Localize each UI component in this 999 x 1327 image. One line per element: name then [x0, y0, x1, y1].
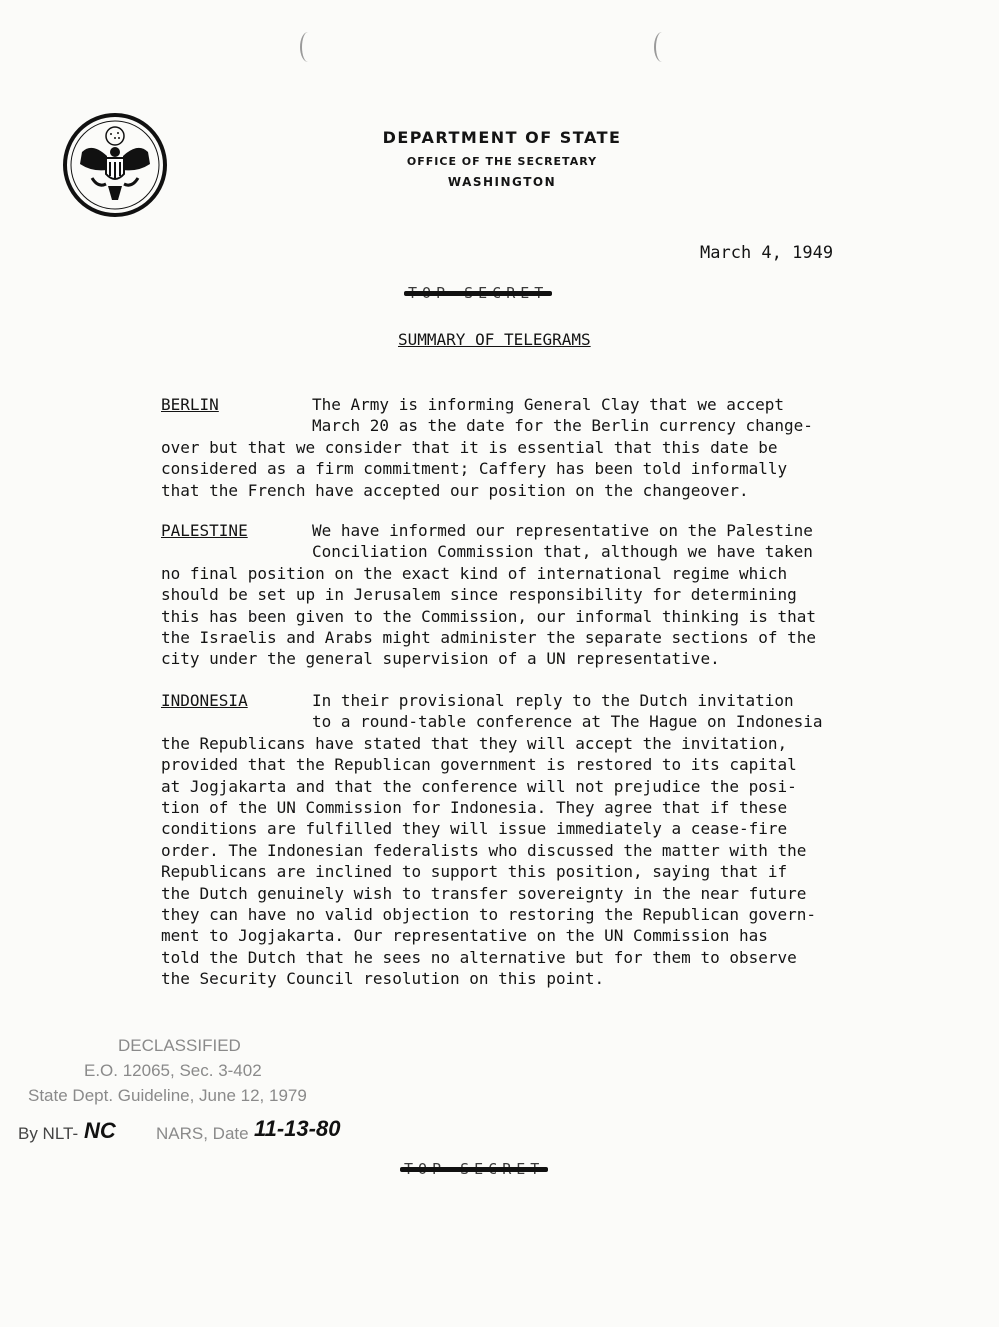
section-first-line: We have informed our representative on the Palestine — [312, 521, 813, 540]
section-line: Republicans are inclined to support this position, saying that if — [161, 862, 788, 882]
great-seal-icon — [62, 112, 168, 218]
city-name: WASHINGTON — [447, 175, 557, 189]
section-heading: INDONESIA — [161, 691, 248, 710]
section-line: the Israelis and Arabs might administer the separate sections of the — [161, 628, 817, 648]
section-line: should be set up in Jerusalem since responsibility for determining — [161, 585, 797, 605]
section-line: to a round-table conference at The Hague on Indonesia — [312, 712, 823, 732]
section-line: March 20 as the date for the Berlin currency change- — [312, 416, 813, 436]
letterhead — [360, 128, 644, 189]
section-line: considered as a firm commitment; Caffery has been told informally — [161, 459, 788, 479]
section-line: they can have no valid objection to restoring the Republican govern- — [161, 905, 817, 925]
section-line: at Jogjakarta and that the conference will not prejudice the posi- — [161, 776, 797, 796]
declassified-date: 11-13-80 — [254, 1116, 341, 1141]
punch-hole-mark-right — [654, 32, 670, 62]
section-line: the Security Council resolution on this point. — [161, 969, 605, 989]
section-berlin — [161, 394, 901, 501]
section-heading: PALESTINE — [161, 521, 248, 540]
section-line: over but that we consider that it is essential that this date be — [161, 437, 778, 457]
document-date: March 4, 1949 — [700, 243, 834, 263]
section-indonesia — [161, 690, 901, 990]
section-line: told the Dutch that he sees no alternative but for them to observe — [161, 947, 797, 967]
redaction-strike — [404, 291, 552, 296]
section-line: the Republicans have stated that they will accept the invitation, — [161, 733, 788, 753]
section-line: the Dutch genuinely wish to transfer sovereignty in the near future — [161, 883, 807, 903]
section-line: conditions are fulfilled they will issue immediately a cease-fire — [161, 819, 788, 839]
redaction-strike — [400, 1167, 548, 1172]
section-line: that the French have accepted our position on the changeover. — [161, 480, 749, 500]
declassified-guideline: State Dept. Guideline, June 12, 1979 — [28, 1086, 307, 1105]
section-first-line: The Army is informing General Clay that we accept — [312, 395, 785, 414]
section-first-line: In their provisional reply to the Dutch invitation — [312, 691, 794, 710]
punch-hole-mark-left — [300, 32, 316, 62]
declassified-label: DECLASSIFIED — [118, 1036, 241, 1055]
classification-top — [408, 284, 548, 302]
section-line: ment to Jogjakarta. Our representative on the UN Commission has — [161, 926, 768, 946]
section-line: provided that the Republican government is restored to its capital — [161, 755, 797, 775]
department-name: DEPARTMENT OF STATE — [382, 128, 622, 147]
section-line: city under the general supervision of a UN representative. — [161, 649, 720, 669]
document-title: SUMMARY OF TELEGRAMS — [398, 330, 591, 349]
classification-bottom — [404, 1160, 544, 1178]
office-name: OFFICE OF THE SECRETARY — [406, 155, 598, 168]
section-line: tion of the UN Commission for Indonesia. They agree that if these — [161, 798, 788, 818]
section-line: no final position on the exact kind of international regime which — [161, 563, 788, 583]
section-line: this has been given to the Commission, our informal thinking is that — [161, 606, 817, 626]
declassified-authority: E.O. 12065, Sec. 3-402 — [84, 1061, 262, 1080]
declassified-by-prefix: By NLT- — [18, 1124, 79, 1143]
declassified-nars-label: NARS, Date — [156, 1124, 249, 1143]
section-line: order. The Indonesian federalists who discussed the matter with the — [161, 840, 807, 860]
section-palestine — [161, 520, 901, 670]
section-heading: BERLIN — [161, 395, 219, 414]
section-line: Conciliation Commission that, although we have taken — [312, 542, 813, 562]
declassified-initials: NC — [84, 1118, 116, 1143]
